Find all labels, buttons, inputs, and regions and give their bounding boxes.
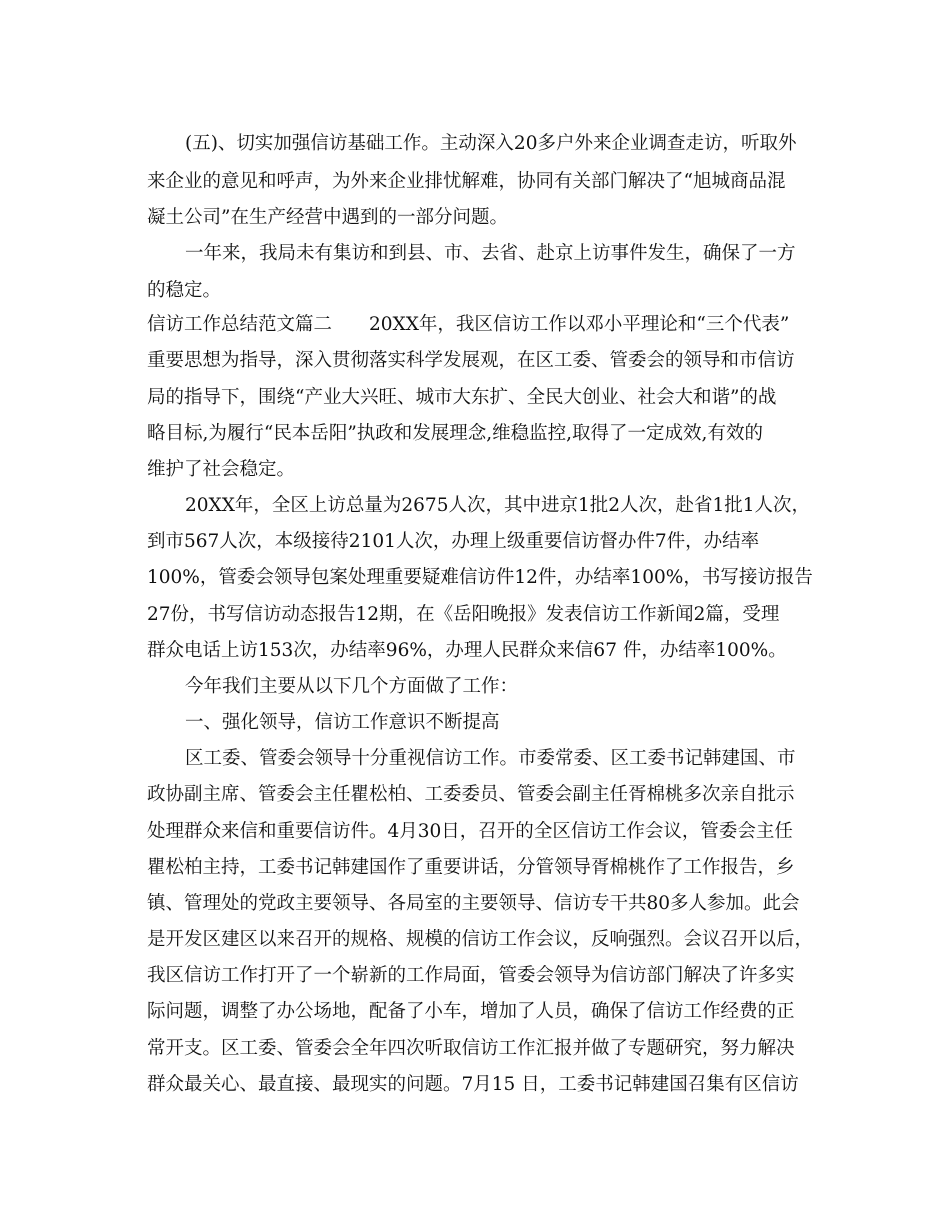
paragraph-line: 政协副主席、管委会主任瞿松柏、工委委员、管委会副主任胥棉桃多次亲自批示	[147, 784, 795, 805]
paragraph-line: 局的指导下，围绕“产业大兴旺、城市大东扩、全民大创业、社会大和谐”的战	[147, 387, 777, 408]
paragraph-line: 维护了社会稳定。	[147, 459, 296, 480]
paragraph-line: 常开支。区工委、管委会全年四次听取信访工作汇报并做了专题研究，努力解决	[147, 1038, 795, 1059]
paragraph-line: 今年我们主要从以下几个方面做了工作：	[185, 676, 519, 697]
paragraph-line: 我区信访工作打开了一个崭新的工作局面，管委会领导为信访部门解决了许多实	[147, 965, 795, 986]
paragraph-line: 重要思想为指导，深入贯彻落实科学发展观，在区工委、管委会的领导和市信访	[147, 350, 795, 371]
paragraph-line: 凝土公司”在生产经营中遇到的一部分问题。	[147, 207, 508, 228]
paragraph-line: 100%，管委会领导包案处理重要疑难信访件12件，办结率100%，书写接访报告	[147, 567, 813, 588]
paragraph-line: 的稳定。	[147, 280, 222, 301]
subheading-line: 一、强化领导，信访工作意识不断提高	[185, 712, 500, 733]
paragraph-line: 群众电话上访153次，办结率96%，办理人民群众来信67 件，办结率100%。	[147, 640, 787, 661]
paragraph-line: (五)、切实加强信访基础工作。主动深入20多户外来企业调查走访，听取外	[185, 133, 797, 154]
paragraph-line: 区工委、管委会领导十分重视信访工作。市委常委、区工委书记韩建国、市	[185, 748, 796, 769]
paragraph-line: 镇、管理处的党政主要领导、各局室的主要领导、信访专干共80多人参加。此会	[147, 893, 800, 914]
paragraph-line: 一年来，我局未有集访和到县、市、去省、赴京上访事件发生，确保了一方	[185, 243, 796, 264]
paragraph-line: 瞿松柏主持，工委书记韩建国作了重要讲话，分管领导胥棉桃作了工作报告，乡	[147, 857, 795, 878]
paragraph-line: 来企业的意见和呼声，为外来企业排忧解难，协同有关部门解决了“旭城商品混	[147, 171, 786, 192]
paragraph-line: 际问题，调整了办公场地，配备了小车，增加了人员，确保了信访工作经费的正	[147, 1001, 795, 1022]
paragraph-line: 到市567人次，本级接待2101人次，办理上级重要信访督办件7件，办结率	[147, 531, 760, 552]
paragraph-line: 处理群众来信和重要信访件。4月30日，召开的全区信访工作会议，管委会主任	[147, 821, 793, 842]
paragraph-line: 27份，书写信访动态报告12期，在《岳阳晚报》发表信访工作新闻2篇，受理	[147, 604, 780, 625]
paragraph-line: 群众最关心、最直接、最现实的问题。7月15 日，工委书记韩建国召集有区信访	[147, 1074, 799, 1095]
paragraph-line: 20XX年，全区上访总量为2675人次，其中进京1批2人次，赴省1批1人次，	[185, 495, 811, 516]
paragraph-line: 是开发区建区以来召开的规格、规模的信访工作会议，反响强烈。会议召开以后，	[147, 929, 814, 950]
section-heading-line: 信访工作总结范文篇二 20XX年，我区信访工作以邓小平理论和“三个代表”	[147, 314, 790, 335]
paragraph-line: 略目标,为履行“民本岳阳”执政和发展理念,维稳监控,取得了一定成效,有效的	[147, 423, 763, 444]
